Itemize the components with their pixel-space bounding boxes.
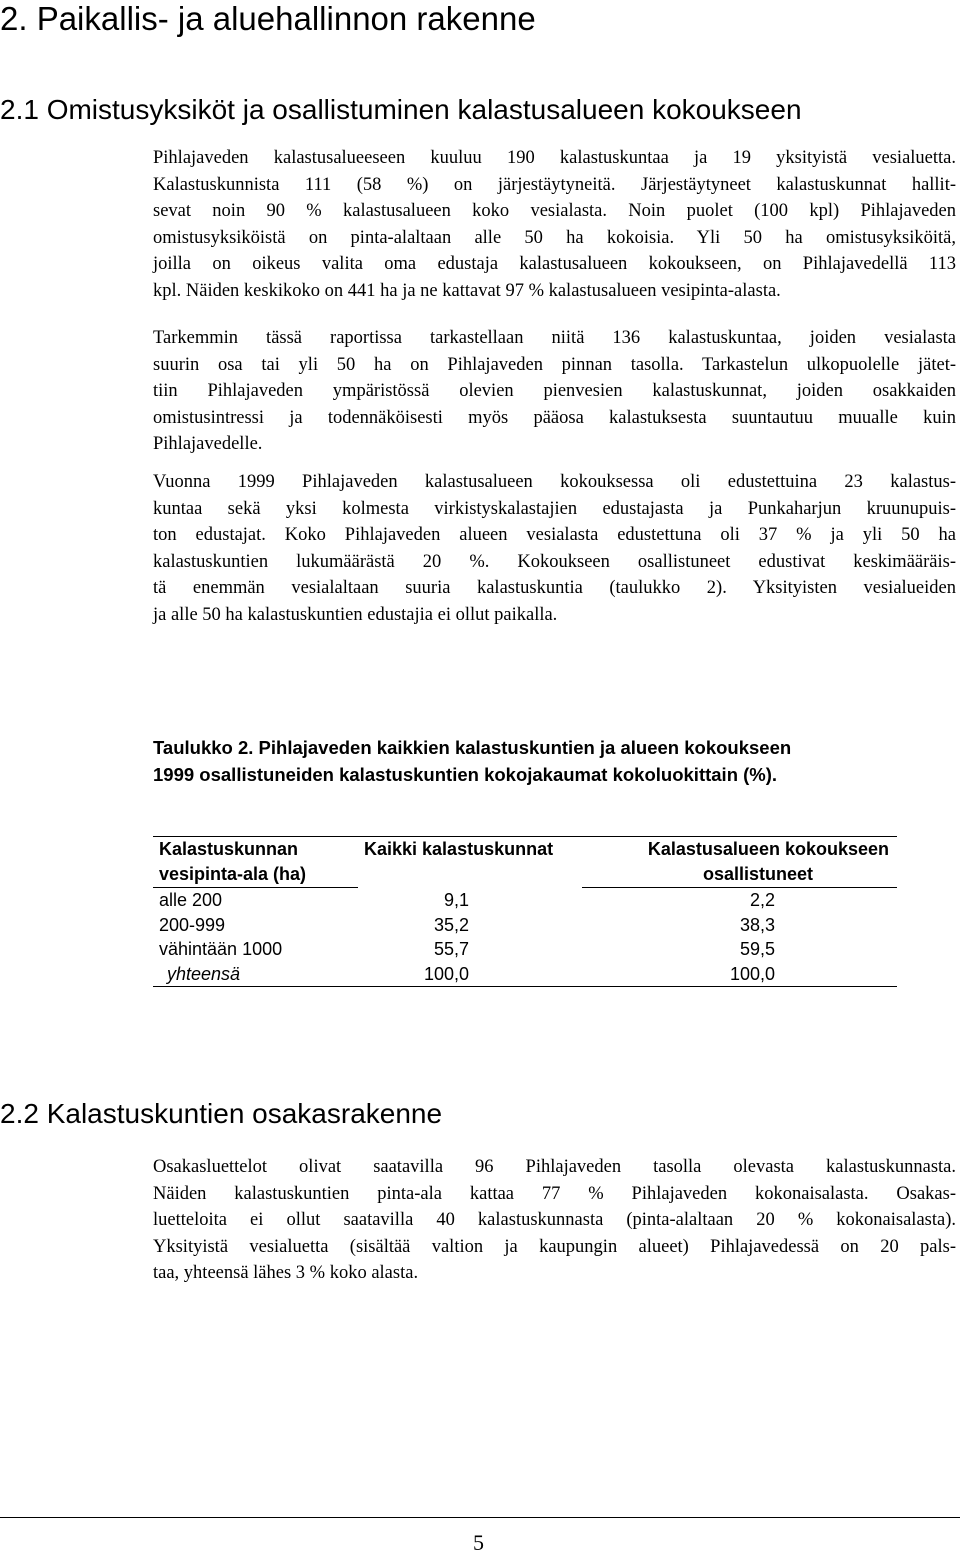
paragraph-ownership [153,145,956,305]
table-row [153,888,897,913]
section-heading-2-2: 2.2 Kalastuskuntien osakasrakenne [0,1098,443,1129]
text-line: Kalastuskunnista 111 (58 %) on järjestäytyneitä. Järjestäytyneet kalastuskunnat hallit- [153,174,956,195]
text-line: Näiden kalastuskuntien pinta-ala kattaa 77 % Pihlajaveden kokonaisalasta. Osakas- [153,1183,956,1204]
column-header-area: Kalastuskunnan [153,837,358,863]
size-distribution-table [153,836,897,987]
text-line: luetteloita ei ollut saatavilla 40 kalastuskunnasta (pinta-alaltaan 20 % kokonaisalasta). [153,1210,956,1231]
text-line: Vuonna 1999 Pihlajaveden kalastusalueen kokouksessa oli edustettuina 23 kalastus- [153,472,956,492]
text-line: Yksityistä vesialuetta (sisältää valtion ja kaupungin alueet) Pihlajavedessä on 20 pals- [153,1236,956,1257]
caption-line: Taulukko 2. Pihlajaveden kaikkien kalastuskuntien ja alueen kokoukseen [153,737,792,758]
cell-attended: 100,0 [582,962,897,987]
cell-all: 35,2 [433,914,469,935]
text-line: Tarkemmin tässä raportissa tarkastellaan niitä 136 kalastuskuntaa, joiden vesialasta [153,328,956,348]
text-line: kpl. Näiden keskikoko on 441 ha ja ne kattavat 97 % kalastusalueen vesipinta-alasta. [153,280,781,301]
paragraph-shareholders [153,1154,956,1287]
cell-attended: 38,3 [739,914,775,935]
table-row [153,913,897,938]
row-label-total: yhteensä [153,962,358,987]
table-row-total [153,962,897,987]
text-line: Pihlajaveden kalastusalueeseen kuuluu 190 kalastuskuntaa ja 19 yksityistä vesialuetta. [153,148,956,168]
text-line: Osakasluettelot olivat saatavilla 96 Pihlajaveden tasolla olevasta kalastuskunnasta. [153,1157,956,1177]
cell-attended: 2,2 [749,890,775,910]
text-line: kalastuskuntien lukumäärästä 20 %. Kokoukseen osallistuneet edustivat keskimääräis- [153,551,956,572]
text-line: omistusintressi ja todennäköisesti myös pääosa kalastuksesta suuntautuu muualle kuin [153,407,956,428]
column-header-all: Kaikki kalastuskunnat [358,837,582,888]
cell-all: 9,1 [443,889,469,910]
text-line: tiin Pihlajaveden ympäristössä olevien pienvesien kalastuskunnat, joiden osakkaiden [153,381,956,402]
text-line: Pihlajavedelle. [153,434,263,455]
cell-all: 100,0 [358,962,582,987]
text-line: ja alle 50 ha kalastuskuntien edustajia ei ollut paikalla. [153,604,558,625]
paragraph-meeting-1999 [153,469,956,629]
page-number: 5 [473,1530,484,1555]
text-line: sevat noin 90 % kalastusalueen koko vesialasta. Noin puolet (100 kpl) Pihlajaveden [153,201,956,222]
row-label: 200-999 [159,914,226,935]
text-line: joilla on oikeus valita oma edustaja kalastusalueen kokoukseen, on Pihlajavedellä 113 [153,254,956,275]
cell-all: 55,7 [433,939,469,959]
footer-divider [0,1517,960,1518]
text-line: omistusyksiköistä on pinta-alaltaan alle 50 ha kokoisia. Yli 50 ha omistusyksiköitä, [153,227,956,248]
table-caption [153,734,956,788]
section-heading-2-1: 2.1 Omistusyksiköt ja osallistuminen kalastusalueen kokoukseen [0,94,802,125]
row-label: vähintään 1000 [159,939,283,959]
column-header-attended: Kalastusalueen kokoukseen [582,837,897,863]
text-line: kuntaa sekä yksi kolmesta virkistyskalastajien edustajasta ja Punkaharjun kruunupuis- [153,498,956,519]
column-header-area-unit: vesipinta-ala (ha) [153,862,358,888]
text-line: tä enemmän vesialaltaan suuria kalastuskuntia (taulukko 2). Yksityisten vesialueiden [153,578,956,599]
row-label: alle 200 [159,890,223,910]
paragraph-scope [153,325,956,458]
text-line: ton edustajat. Koko Pihlajaveden alueen vesialasta edustettuna oli 37 % ja yli 50 ha [153,525,956,546]
caption-line: 1999 osallistuneiden kalastuskuntien kokojakaumat kokoluokittain (%). [153,764,778,785]
table-row [153,937,897,962]
page-title: 2. Paikallis- ja aluehallinnon rakenne [0,0,536,37]
text-line: suurin osa tai yli 50 ha on Pihlajaveden pinnan tasolla. Tarkastelun ulkopuolelle jätet- [153,354,956,375]
column-header-attended-line2: osallistuneet [582,862,897,888]
cell-attended: 59,5 [739,939,775,959]
text-line: taa, yhteensä lähes 3 % koko alasta. [153,1263,419,1284]
